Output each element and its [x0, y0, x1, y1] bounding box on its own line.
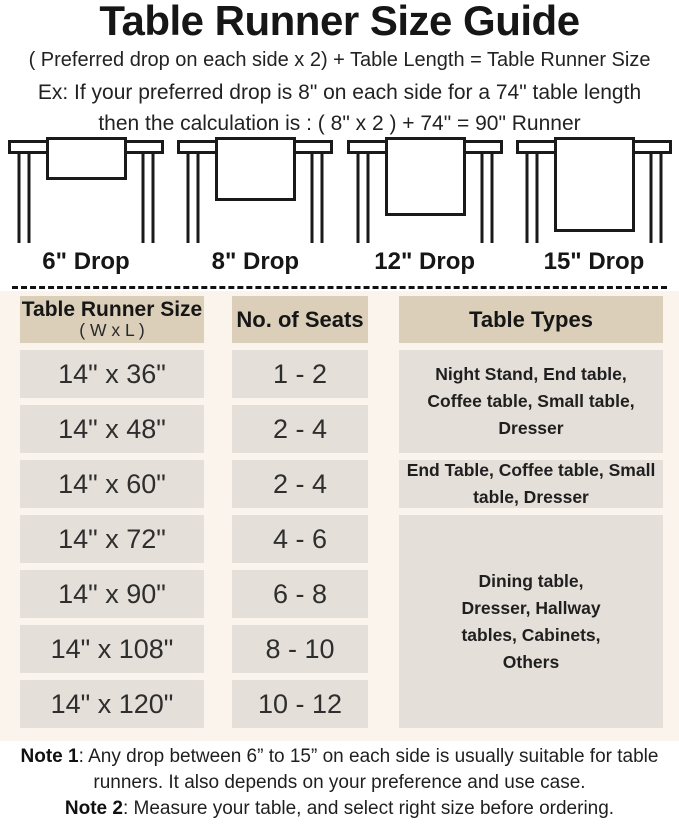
size-value: 14" x 36": [58, 358, 166, 389]
size-cell-7: [20, 680, 204, 728]
size-value: 14" x 72": [58, 523, 166, 554]
header-table-types: [399, 296, 663, 343]
notes-section: [0, 744, 679, 822]
drop-label-12: 12" Drop: [374, 248, 476, 275]
seats-cell-5: [232, 570, 368, 618]
seats-value: 8 - 10: [265, 633, 335, 664]
example-line-2: then the calculation is : ( 8" x 2 ) + 74" = 90" Runner: [98, 112, 581, 135]
column-runner-size: [20, 296, 204, 728]
table-diagram-6-drop: [8, 137, 164, 282]
seats-cell-1: [232, 350, 368, 398]
note-1: [2, 744, 677, 796]
table-runner-6-icon: [8, 137, 164, 245]
table-runner-12-icon: [347, 137, 503, 245]
seats-value: 1 - 2: [272, 358, 328, 389]
size-value: 14" x 90": [58, 578, 166, 609]
seats-value: 2 - 4: [272, 468, 328, 499]
table-types-cell-1: Night Stand, End table, Coffee table, Small table, Dresser: [399, 350, 663, 453]
size-value: 14" x 108": [50, 633, 174, 664]
seats-value: 6 - 8: [272, 578, 328, 609]
table-types-cell-3: Dining table, Dresser, Hallway tables, Cabinets, Others: [399, 515, 663, 728]
header-runner-size: [20, 296, 204, 343]
table-diagram-8-drop: [177, 137, 333, 282]
formula-text: ( Preferred drop on each side x 2) + Table Length = Table Runner Size: [28, 49, 651, 71]
size-cell-5: [20, 570, 204, 618]
seats-value: 10 - 12: [257, 688, 343, 719]
dashed-divider: [12, 286, 667, 289]
table-types-cell-2: End Table, Coffee table, Small table, Dresser: [399, 460, 663, 508]
size-cell-6: [20, 625, 204, 673]
drop-label-15: 15" Drop: [543, 248, 645, 275]
drop-label-8: 8" Drop: [211, 248, 300, 275]
column-table-types: [399, 296, 663, 728]
header-seats: [232, 296, 368, 343]
seats-cell-3: [232, 460, 368, 508]
size-cell-3: [20, 460, 204, 508]
example-line-1: Ex: If your preferred drop is 8" on each side for a 74" table length: [37, 81, 642, 104]
size-value: 14" x 48": [58, 413, 166, 444]
size-table-section: [0, 291, 679, 741]
size-cell-4: [20, 515, 204, 563]
note-2-label: Note 2: [64, 798, 123, 819]
seats-value: 2 - 4: [272, 413, 328, 444]
note-1-text: : Any drop between 6” to 15” on each side is usually suitable for table runners. It also depends on your preference and use case.: [78, 746, 659, 793]
seats-cell-7: [232, 680, 368, 728]
header-runner-size-title: Table Runner Size: [21, 298, 203, 321]
header-table-types-label: Table Types: [469, 306, 593, 332]
seats-cell-6: [232, 625, 368, 673]
header-seats-label: No. of Seats: [236, 306, 364, 332]
seats-value: 4 - 6: [272, 523, 328, 554]
seats-cell-4: [232, 515, 368, 563]
note-2-text: : Measure your table, and select right size before ordering.: [122, 798, 615, 819]
size-cell-1: [20, 350, 204, 398]
size-value: 14" x 60": [58, 468, 166, 499]
table-diagram-12-drop: [347, 137, 503, 282]
header-runner-size-sub: ( W x L ): [79, 320, 145, 340]
size-value: 14" x 120": [50, 688, 174, 719]
size-cell-2: [20, 405, 204, 453]
drop-label-6: 6" Drop: [42, 248, 130, 275]
note-1-label: Note 1: [20, 746, 79, 767]
seats-cell-2: [232, 405, 368, 453]
table-runner-8-icon: [177, 137, 333, 245]
table-runner-15-icon: [516, 137, 672, 245]
page-title: Table Runner Size Guide: [99, 0, 580, 44]
note-2: [2, 796, 677, 822]
drop-diagrams-row: [0, 137, 679, 282]
table-diagram-15-drop: [516, 137, 672, 282]
column-seats: [232, 296, 368, 728]
